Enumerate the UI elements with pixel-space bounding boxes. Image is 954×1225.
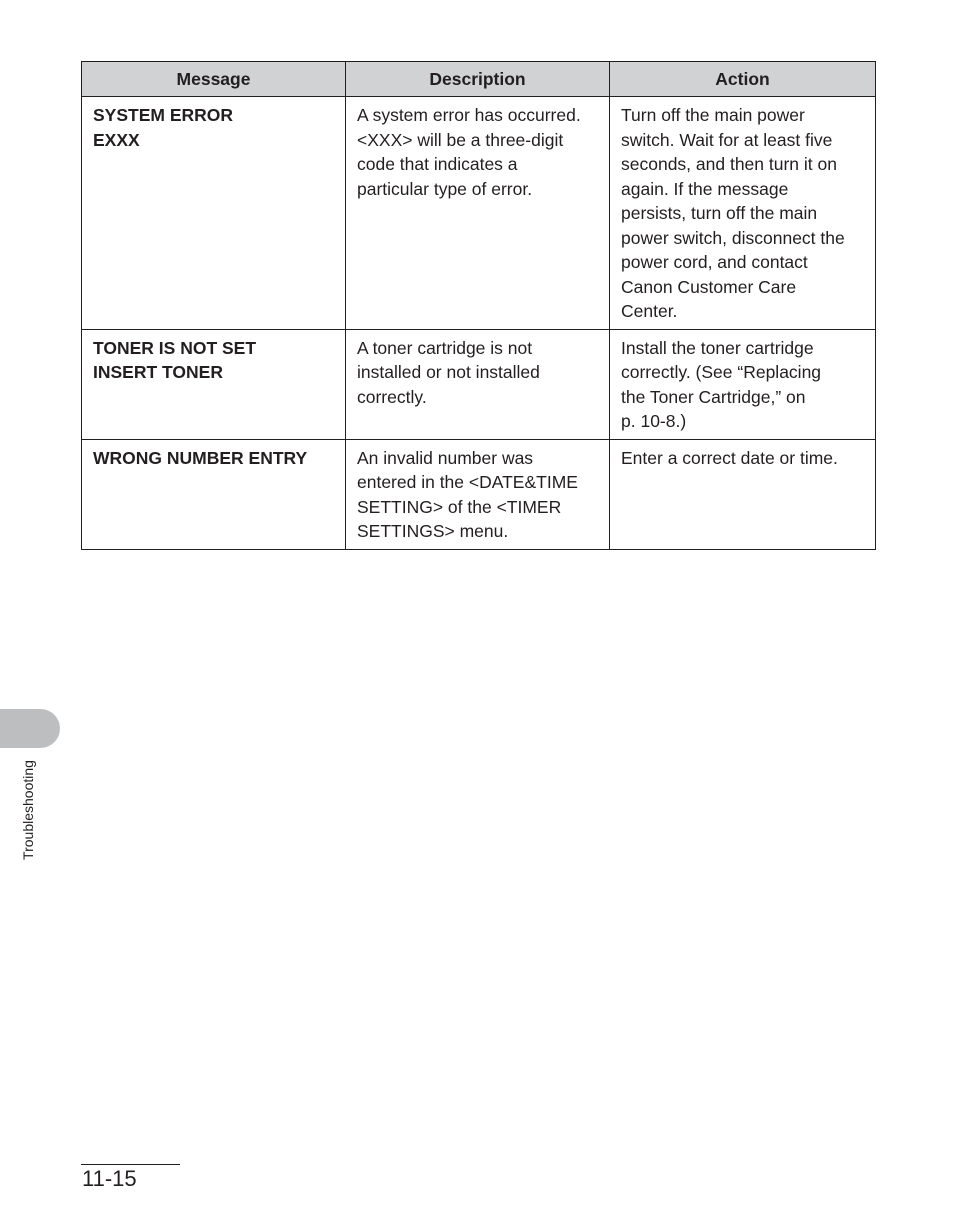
column-header-description: Description (346, 62, 610, 97)
description-text: A toner cartridge is not (357, 337, 533, 358)
action-text: Install the toner cartridge (621, 337, 814, 358)
action-text: Canon Customer Care (621, 276, 797, 297)
message-cell (82, 439, 346, 549)
action-text: again. If the message (621, 178, 789, 199)
action-text: persists, turn off the main (621, 203, 818, 223)
column-header-message: Message (82, 62, 346, 97)
description-text: entered in the <DATE&TIME (357, 472, 578, 492)
description-text: correctly. (357, 386, 427, 407)
action-text: switch. Wait for at least five (621, 129, 833, 150)
description-text: A system error has occurred. (357, 105, 581, 125)
action-text: seconds, and then turn it on (621, 154, 837, 174)
action-text: the Toner Cartridge,” on (621, 386, 806, 407)
description-cell (346, 439, 610, 549)
action-text: Enter a correct date or time. (621, 447, 838, 468)
table-row (82, 439, 876, 549)
message-text: WRONG NUMBER ENTRY (93, 447, 308, 468)
action-cell (610, 439, 876, 549)
message-cell (82, 329, 346, 439)
description-text: SETTINGS> menu. (357, 521, 509, 541)
message-text: TONER IS NOT SET (93, 337, 257, 358)
message-text: EXXX (93, 129, 140, 150)
table-header-row (82, 62, 876, 97)
action-text: Turn off the main power (621, 105, 805, 125)
action-text: p. 10-8.) (621, 411, 687, 431)
description-text: <XXX> will be a three-digit (357, 129, 564, 150)
description-text: code that indicates a (357, 154, 518, 174)
action-text: Center. (621, 301, 678, 321)
message-text: INSERT TONER (93, 362, 223, 382)
table-row (82, 329, 876, 439)
action-text: correctly. (See “Replacing (621, 362, 822, 382)
description-text: particular type of error. (357, 178, 533, 199)
table-row (82, 97, 876, 330)
description-text: An invalid number was (357, 447, 534, 468)
description-text: installed or not installed (357, 362, 540, 382)
message-cell (82, 97, 346, 330)
description-cell (346, 97, 610, 330)
column-header-action: Action (610, 62, 876, 97)
chapter-tab-label: Troubleshooting (20, 760, 36, 860)
description-text: SETTING> of the <TIMER (357, 496, 562, 517)
action-cell (610, 97, 876, 330)
page-number: 11-15 (82, 1166, 137, 1191)
action-text: power cord, and contact (621, 252, 808, 272)
action-cell (610, 329, 876, 439)
action-text: power switch, disconnect the (621, 227, 845, 248)
error-message-table (81, 61, 876, 550)
message-text: SYSTEM ERROR (93, 105, 234, 125)
description-cell (346, 329, 610, 439)
chapter-tab (0, 709, 60, 748)
